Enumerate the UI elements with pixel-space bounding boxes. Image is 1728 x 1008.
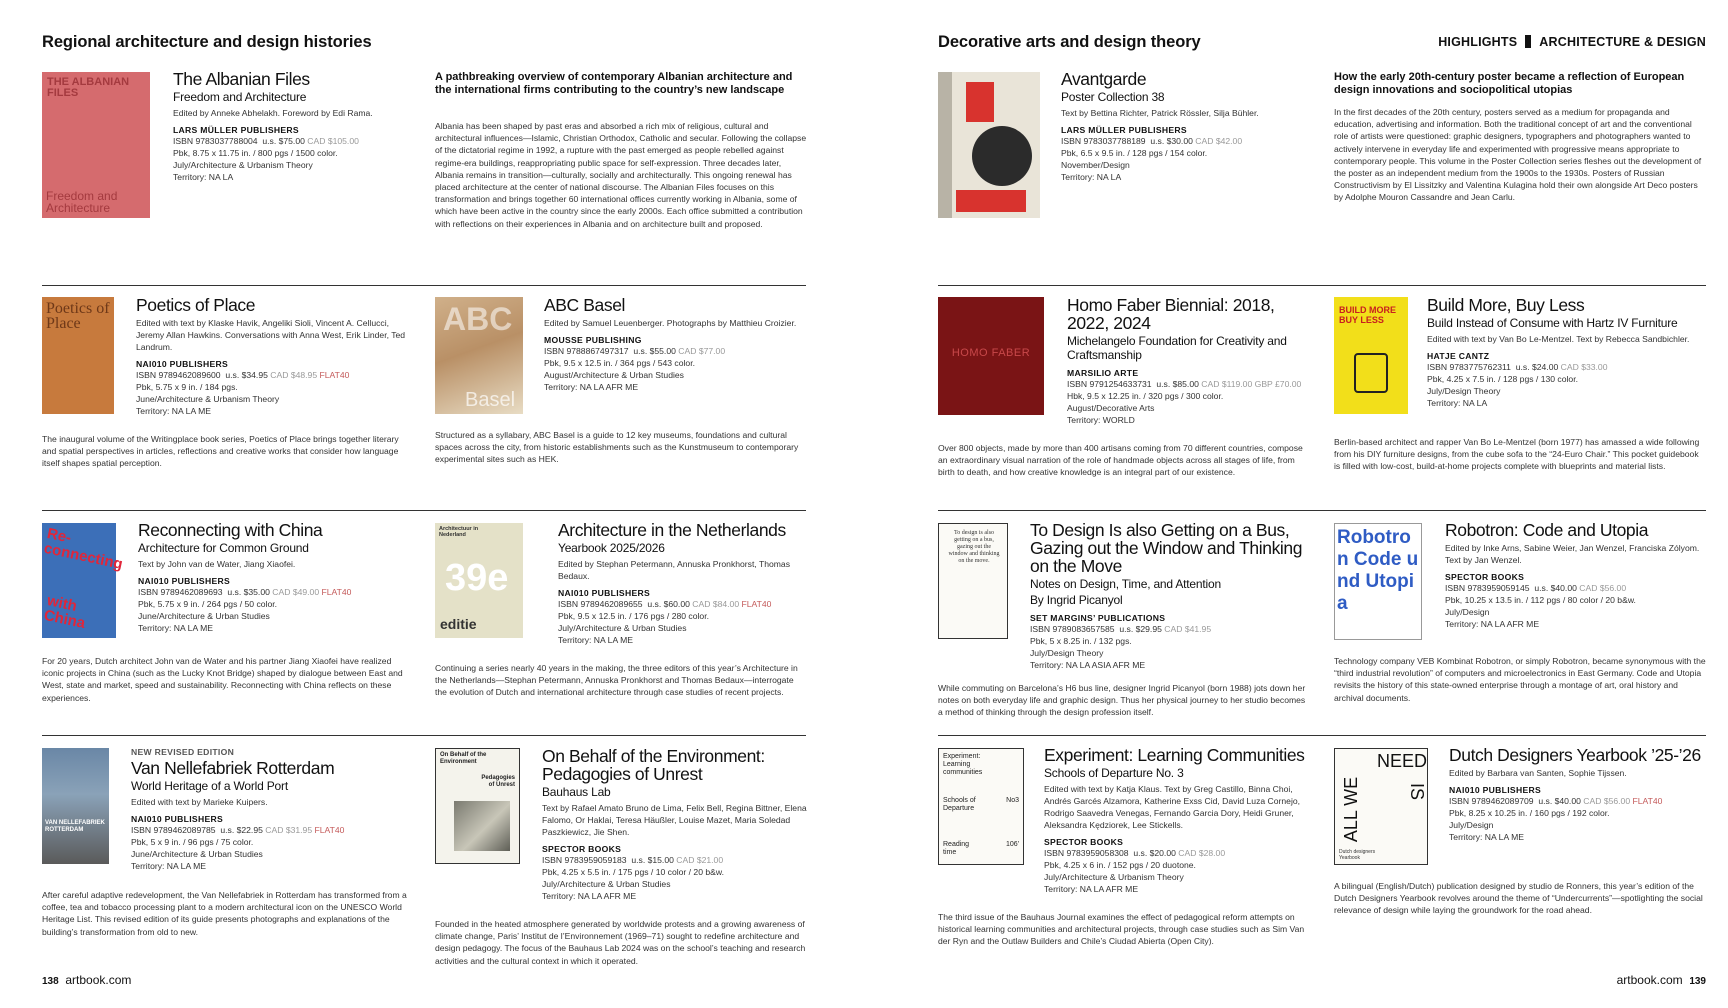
description: Founded in the heated atmosphere generated by worldwide protests and a growing awareness of climate change, Paris’ Institut de l’Environnement (1969–71) sought to redefine architecture and design pedagogy. The focus of the Bauhaus Lab 2024 was on the school’s teaching and research activities and the cultural context in which it operated.: [435, 919, 806, 966]
entry-robotron: [1445, 521, 1707, 630]
price-line: ISBN 9789083657585 u.s. $29.95 CAD $41.95: [1030, 624, 1212, 634]
territory: Territory: NA LA: [1061, 172, 1122, 182]
site-link[interactable]: artbook.com: [1616, 973, 1683, 987]
territory: Territory: NA LA ME: [558, 635, 633, 645]
publisher: LARS MÜLLER PUBLISHERS: [173, 125, 299, 135]
cover-van-nellefabriek[interactable]: [42, 748, 109, 864]
release: July/Architecture & Urban Studies: [542, 879, 671, 889]
cover-text-5: 106': [1005, 841, 1019, 848]
publisher: MARSILIO ARTE: [1067, 368, 1139, 378]
cover-reconnecting-with-china[interactable]: [42, 523, 125, 638]
book-subtitle: Architecture for Common Ground: [138, 541, 309, 555]
book-title: Van Nellefabriek Rotterdam: [131, 758, 335, 778]
description: The third issue of the Bauhaus Journal examines the effect of pedagogical reform attempts on historical learning communities and architectural projects, through case studies such as Sim Van der Ryn and the Outlaw Builders and Chile’s Ciudad Abierta (Open City).: [938, 912, 1305, 947]
territory: Territory: WORLD: [1067, 415, 1135, 425]
territory: Territory: NA LA: [173, 172, 234, 182]
price-line: ISBN 9783959059183 u.s. $15.00 CAD $21.00: [542, 855, 724, 865]
page-number: 138: [42, 976, 59, 987]
cover-robotron[interactable]: [1334, 523, 1422, 640]
cover-text-bottom: Freedom and Architecture: [46, 189, 118, 215]
cover-dutch-designers-yearbook[interactable]: [1334, 748, 1428, 865]
cover-build-more-buy-less[interactable]: [1334, 297, 1408, 414]
cover-text-top: ABC: [443, 301, 513, 337]
price-line: ISBN 9783959058308 u.s. $20.00 CAD $28.00: [1044, 848, 1226, 858]
section-title: Decorative arts and design theory: [938, 33, 1201, 51]
cover-text-3: No3: [1006, 797, 1019, 804]
site-link[interactable]: artbook.com: [65, 973, 132, 987]
description: Over 800 objects, made by more than 400 artisans coming from 70 different countries, compose an extraordinary visual narration of the role of handmade objects across all stages of life, from birth to death, and how creative knowledge is an integral part of our existence.: [938, 443, 1303, 478]
format: Pbk, 5.75 x 9 in. / 184 pgs.: [136, 382, 238, 392]
cover-text: Robotron Code und Utopia: [1337, 527, 1419, 614]
description: Berlin-based architect and rapper Van Bo Le-Mentzel (born 1977) has amassed a wide following from his DIY furniture designs, from the cube sofa to the “24-Euro Chair.” This pocket guidebook is filled with low-cost, build-at-home projects complete with blueprints and material lists.: [1334, 437, 1700, 472]
cover-text-1: NEED: [1377, 751, 1428, 771]
cover-text-top: On Behalf of the Environment: [440, 752, 487, 765]
book-title: Reconnecting with China: [138, 520, 323, 540]
book-editors: Edited by Barbara van Santen, Sophie Tijssen.: [1449, 768, 1627, 778]
book-editors: Edited by Samuel Leuenberger. Photographs by Matthieu Croizier.: [544, 318, 797, 328]
release: August/Architecture & Urban Studies: [544, 370, 684, 380]
divider: [42, 735, 806, 736]
divider: [42, 510, 806, 511]
cover-on-behalf-of-environment[interactable]: [435, 748, 520, 864]
entry-experiment: [1044, 746, 1306, 895]
release: July/Architecture & Urban Studies: [558, 623, 687, 633]
publisher: SPECTOR BOOKS: [542, 844, 622, 854]
book-title: Homo Faber Biennial: 2018, 2022, 2024: [1067, 295, 1275, 333]
price-line: ISBN 9791254633731 u.s. $85.00 CAD $119.00 GBP £70.00: [1067, 379, 1302, 389]
territory: Territory: NA LA: [1427, 398, 1488, 408]
edition-label: NEW REVISED EDITION: [131, 747, 235, 757]
cover-text-top: Architectuur in Nederland: [439, 526, 479, 538]
territory: Territory: NA LA ME: [138, 623, 213, 633]
entry-architecture-netherlands: [558, 521, 808, 646]
book-subtitle: Notes on Design, Time, and Attention: [1030, 577, 1221, 591]
description: The inaugural volume of the Writingplace book series, Poetics of Place brings together literary and spatial perspectives in articles, reflections and creative works that consider how language itself shapes spatial perception.: [42, 434, 399, 469]
description: In the first decades of the 20th century, posters served as a medium for propaganda and education, advertising and information. Both the traditional concept of art and the conventional role of artists were questioned: graphic designers, typographers and photographers wanted to actively intervene in everyday life and experimented with progressive means appropriate to contemporary people. This volume in the Poster Collection series fleshes out the development of the poster as an independent medium from the 1900s to the 1930s. Posters of Russian Constructivism by El Lissitzky and Valentina Kulagina hold their own alongside Art Deco posters by Adolphe Mouron Cassandre and Jean Carlu.: [1334, 107, 1702, 203]
territory: Territory: NA LA AFR ME: [544, 382, 639, 392]
publisher: SPECTOR BOOKS: [1044, 837, 1124, 847]
headline: How the early 20th-century poster became a reflection of European design innovations and sociopolitical utopias: [1334, 71, 1685, 96]
price-line: ISBN 9788867497317 u.s. $55.00 CAD $77.00: [544, 346, 726, 356]
book-subtitle: Freedom and Architecture: [173, 90, 307, 104]
book-subtitle: Michelangelo Foundation for Creativity and Craftsmanship: [1067, 334, 1287, 362]
format: Pbk, 9.5 x 12.5 in. / 176 pgs / 280 color.: [558, 611, 709, 621]
format: Pbk, 5 x 8.25 in. / 132 pgs.: [1030, 636, 1132, 646]
format: Hbk, 9.5 x 12.25 in. / 320 pgs / 300 color.: [1067, 391, 1224, 401]
book-title: Architecture in the Netherlands: [558, 520, 786, 540]
book-title: Poetics of Place: [136, 295, 256, 315]
book-title: On Behalf of the Environment: Pedagogies of Unrest: [542, 746, 765, 784]
publisher: NAI010 PUBLISHERS: [131, 814, 224, 824]
cover-text: VAN NELLEFABRIEK ROTTERDAM: [45, 820, 105, 833]
entry-on-behalf-of-environment: [542, 747, 808, 902]
book-title: Dutch Designers Yearbook ’25-’26: [1449, 745, 1701, 765]
release: June/Architecture & Urban Studies: [138, 611, 270, 621]
entry-homo-faber: [1067, 296, 1307, 426]
book-title: Avantgarde: [1061, 69, 1147, 89]
cover-text-3: IS: [1406, 782, 1427, 801]
release: July/Design: [1449, 820, 1494, 830]
entry-to-design: [1030, 521, 1306, 671]
book-title: Build More, Buy Less: [1427, 295, 1585, 315]
description: While commuting on Barcelona’s H6 bus line, designer Ingrid Picanyol (born 1988) jots down her notes on both everyday life and graphic design. Thus her physical journey to her studio becomes a method of thinking through the design profession itself.: [938, 683, 1306, 718]
entry-build-more-buy-less: [1427, 296, 1707, 409]
description: Structured as a syllabary, ABC Basel is a guide to 12 key museums, foundations and cultural spaces across the city, from historic establishments such as the Kunstmuseum to contemporary experimental sites such as HEK.: [435, 430, 799, 465]
cover-text-bottom: editie: [440, 616, 477, 632]
entry-albanian-files: [173, 70, 413, 183]
cover-text-4: Dutch designers Yearbook: [1339, 849, 1376, 861]
format: Pbk, 4.25 x 6 in. / 152 pgs / 20 duotone.: [1044, 860, 1196, 870]
divider: [938, 735, 1706, 736]
book-editors: Text by John van de Water, Jiang Xiaofei.: [138, 559, 296, 569]
price-line: ISBN 9789462089693 u.s. $35.00 CAD $49.00 FLAT40: [138, 587, 352, 597]
book-subtitle: Yearbook 2025/2026: [558, 541, 665, 555]
format: Pbk, 4.25 x 5.5 in. / 175 pgs / 10 color / 20 b&w.: [542, 867, 725, 877]
cover-block: [956, 190, 1026, 212]
cover-avantgarde[interactable]: [938, 72, 1040, 218]
release: June/Architecture & Urbanism Theory: [136, 394, 280, 404]
cover-text: HOMO FABER: [951, 347, 1031, 359]
territory: Territory: NA LA ME: [136, 406, 211, 416]
cover-stripe: [938, 72, 952, 218]
book-title: ABC Basel: [544, 295, 626, 315]
release: November/Design: [1061, 160, 1130, 170]
format: Pbk, 5 x 9 in. / 96 pgs / 75 color.: [131, 837, 254, 847]
book-subtitle: Poster Collection 38: [1061, 90, 1165, 104]
description: Continuing a series nearly 40 years in the making, the three editors of this year’s Architecture in the Netherlands—Stephan Petermann, Annuska Pronkhorst and Thomas Bedaux—interrogate the evolution of Dutch and international architecture through case studies of recent projects.: [435, 663, 798, 698]
book-title: Experiment: Learning Communities: [1044, 745, 1305, 765]
territory: Territory: NA LA AFR ME: [1445, 619, 1540, 629]
book-editors: Edited by Inke Arns, Sabine Weier, Jan Wenzel, Franciska Zólyom. Text by Jan Wenzel.: [1445, 543, 1700, 565]
page-number: 139: [1689, 976, 1706, 987]
page-footer: [42, 973, 131, 987]
release: August/Decorative Arts: [1067, 403, 1155, 413]
cover-text: To design is also getting on a bus, gazing out the window and thinking on the move.: [948, 530, 1000, 564]
release: July/Design Theory: [1030, 648, 1104, 658]
publisher: HATJE CANTZ: [1427, 351, 1490, 361]
cover-text-mid: 39e: [445, 557, 509, 599]
book-editors: Edited with text by Katja Klaus. Text by Greg Castillo, Binna Choi, Andrés Garcés Alzamora, Katherine Exss Cid, David Luza Cornejo, Rodrigo Saavedra Venegas, Fernando Garcia Dory, Heidi Gruner, Aleksandra Kędziorek, Lee Stickells.: [1044, 784, 1301, 830]
cover-text: BUILD MORE BUY LESS: [1339, 305, 1396, 325]
price-line: ISBN 9783037788004 u.s. $75.00 CAD $105.00: [173, 136, 359, 146]
book-editors: Text by Rafael Amato Bruno de Lima, Felix Bell, Regina Bittner, Elena Falomo, Or Haklai, Teresa Häußler, Louise Mazet, Maria Soledad Paszkiewicz, Jie Shen.: [542, 803, 807, 837]
cover-text-bottom: with China: [42, 592, 87, 633]
cover-architecture-netherlands[interactable]: [435, 523, 523, 638]
right-page: [864, 0, 1728, 1008]
book-editors: Text by Bettina Richter, Patrick Rössler, Silja Bühler.: [1061, 108, 1259, 118]
territory: Territory: NA LA AFR ME: [1044, 884, 1139, 894]
publisher: NAI010 PUBLISHERS: [138, 576, 231, 586]
price-line: ISBN 9783037788189 u.s. $30.00 CAD $42.00: [1061, 136, 1243, 146]
price-line: ISBN 9789462089785 u.s. $22.95 CAD $31.95 FLAT40: [131, 825, 345, 835]
cover-text-top: Re-connecting: [42, 525, 125, 574]
entry-avantgarde: [1061, 70, 1301, 183]
page-footer: [1617, 973, 1706, 987]
publisher: NAI010 PUBLISHERS: [1449, 785, 1542, 795]
divider: [938, 285, 1706, 286]
headline: A pathbreaking overview of contemporary Albanian architecture and the international firms contributing to the country’s new landscape: [435, 71, 793, 96]
cover-block: [966, 82, 994, 122]
cover-homo-faber[interactable]: [938, 297, 1044, 415]
territory: Territory: NA LA ASIA AFR ME: [1030, 660, 1146, 670]
book-byline: By Ingrid Picanyol: [1030, 593, 1123, 607]
release: July/Architecture & Urbanism Theory: [173, 160, 313, 170]
format: Pbk, 10.25 x 13.5 in. / 112 pgs / 80 color / 20 b&w.: [1445, 595, 1636, 605]
format: Pbk, 6.5 x 9.5 in. / 128 pgs / 154 color.: [1061, 148, 1208, 158]
book-editors: Edited by Stephan Petermann, Annuska Pronkhorst, Thomas Bedaux.: [558, 559, 791, 581]
book-subtitle: Schools of Departure No. 3: [1044, 766, 1184, 780]
cover-photo: [454, 801, 510, 851]
highlights-header: HIGHLIGHTS ARCHITECTURE & DESIGN: [1438, 35, 1706, 49]
publisher: SET MARGINS’ PUBLICATIONS: [1030, 613, 1166, 623]
price-line: ISBN 9789462089709 u.s. $40.00 CAD $56.00 FLAT40: [1449, 796, 1663, 806]
cover-text-2: Schools of Departure: [943, 797, 976, 812]
entry-reconnecting-with-china: [138, 521, 408, 634]
description: After careful adaptive redevelopment, the Van Nellefabriek in Rotterdam has transformed from a coffee, tea and tobacco processing plant to a modern architectural icon on the UNESCO World Heritage List. This revised edition of its guide presents photographs and explanations of the building’s transformation from old to new.: [42, 890, 407, 937]
cover-text-4: Reading time: [943, 841, 970, 856]
format: Pbk, 9.5 x 12.5 in. / 364 pgs / 543 color.: [544, 358, 695, 368]
format: Pbk, 4.25 x 7.5 in. / 128 pgs / 130 color.: [1427, 374, 1578, 384]
publisher: NAI010 PUBLISHERS: [558, 588, 651, 598]
territory: Territory: NA LA ME: [1449, 832, 1524, 842]
cover-albanian-files[interactable]: [42, 72, 150, 218]
format: Pbk, 8.25 x 10.25 in. / 160 pgs / 192 color.: [1449, 808, 1610, 818]
divider: [938, 510, 1706, 511]
book-subtitle: Bauhaus Lab: [542, 785, 611, 799]
cover-circle: [972, 126, 1032, 186]
price-line: ISBN 9783775762311 u.s. $24.00 CAD $33.00: [1427, 362, 1608, 372]
release: July/Design: [1445, 607, 1490, 617]
cover-poetics-of-place[interactable]: [42, 297, 114, 414]
release: July/Architecture & Urbanism Theory: [1044, 872, 1184, 882]
book-title: To Design Is also Getting on a Bus, Gazing out the Window and Thinking on the Move: [1030, 520, 1303, 576]
format: Pbk, 5.75 x 9 in. / 264 pgs / 50 color.: [138, 599, 278, 609]
format: Pbk, 8.75 x 11.75 in. / 800 pgs / 1500 color.: [173, 148, 338, 158]
cover-text-top: THE ALBANIAN FILES: [47, 76, 130, 99]
section-title: Regional architecture and design histories: [42, 33, 372, 51]
publisher: LARS MÜLLER PUBLISHERS: [1061, 125, 1187, 135]
description: For 20 years, Dutch architect John van de Water and his partner Jiang Xiaofei have realized iconic projects in China (such as the Lucky Knot Bridge) shaped by dialogue between East and West, state and market, speed and sustainability. Reconnecting with China reflects on these experiences.: [42, 656, 403, 703]
release: June/Architecture & Urban Studies: [131, 849, 263, 859]
publisher: SPECTOR BOOKS: [1445, 572, 1525, 582]
entry-poetics-of-place: [136, 296, 406, 417]
cover-experiment[interactable]: [938, 748, 1024, 865]
book-subtitle: Build Instead of Consume with Hartz IV Furniture: [1427, 316, 1678, 330]
book-title: Robotron: Code and Utopia: [1445, 520, 1649, 540]
book-editors: Edited with text by Klaske Havik, Angeliki Sioli, Vincent A. Cellucci, Jeremy Allan Hawkins. Conversations with Anna West, Erik Linder, Ted Landrum.: [136, 318, 406, 352]
cover-text-1: Experiment: Learning communities: [943, 753, 983, 776]
book-editors: Edited with text by Marieke Kuipers.: [131, 797, 268, 807]
book-subtitle: World Heritage of a World Port: [131, 779, 288, 793]
price-line: ISBN 9783959059145 u.s. $40.00 CAD $56.00: [1445, 583, 1627, 593]
divider: [42, 285, 806, 286]
cover-to-design[interactable]: [938, 523, 1008, 639]
cover-text-2: ALL WE: [1341, 776, 1362, 843]
description: A bilingual (English/Dutch) publication designed by studio de Ronners, this year’s edition of the Dutch Designers Yearbook revolves around the theme of “Undercurrents”—spotlighting the social relevance of design while laying the groundwork for the road ahead.: [1334, 881, 1703, 916]
entry-abc-basel: [544, 296, 806, 393]
entry-van-nellefabriek: [131, 747, 401, 872]
description: Albania has been shaped by past eras and absorbed a rich mix of religious, cultural and architectural influences—Islamic, Christian Orthodox, Catholic and secular. Following the collapse of the dictatorial regime in 1992, a rupture with the past emerged as people rebelled against regime-era buildings, reappropriating public space for self-expression. Three decades later, Albania remains in transition—culturally, socially and architecturally. This ongoing renewal has placed architecture at the center of national discourse. The Albanian Files focuses on this transformation and brings together 60 international offices currently working in Albania, some of which have been active in the country since the early 2000s. Each office submitted a contribution with reflections on their experiences in Albania and on architecture built and proposed.: [435, 121, 807, 229]
territory: Territory: NA LA AFR ME: [542, 891, 637, 901]
chair-icon: [1354, 353, 1388, 393]
territory: Territory: NA LA ME: [131, 861, 206, 871]
entry-dutch-designers-yearbook: [1449, 746, 1707, 843]
description: Technology company VEB Kombinat Robotron, or simply Robotron, became synonymous with the “third industrial revolution” of computers and microelectronics in East Germany. Code and Utopia revisits the history of this state-owned enterprise through a montage of art, oral history and archival documents.: [1334, 656, 1706, 703]
cover-abc-basel[interactable]: [435, 297, 523, 414]
book-editors: Edited by Anneke Abhelakh. Foreword by Edi Rama.: [173, 108, 373, 118]
book-title: The Albanian Files: [173, 69, 310, 89]
price-line: ISBN 9789462089600 u.s. $34.95 CAD $48.95 FLAT40: [136, 370, 350, 380]
book-editors: Edited with text by Van Bo Le-Mentzel. Text by Rebecca Sandbichler.: [1427, 334, 1690, 344]
publisher: NAI010 PUBLISHERS: [136, 359, 229, 369]
release: July/Design Theory: [1427, 386, 1501, 396]
cover-text: Poetics of Place: [46, 300, 110, 332]
cover-text-bottom: Basel: [465, 389, 516, 411]
publisher: MOUSSE PUBLISHING: [544, 335, 642, 345]
cover-text-mid: Pedagogies of Unrest: [481, 775, 515, 788]
price-line: ISBN 9789462089655 u.s. $60.00 CAD $84.00 FLAT40: [558, 599, 772, 609]
